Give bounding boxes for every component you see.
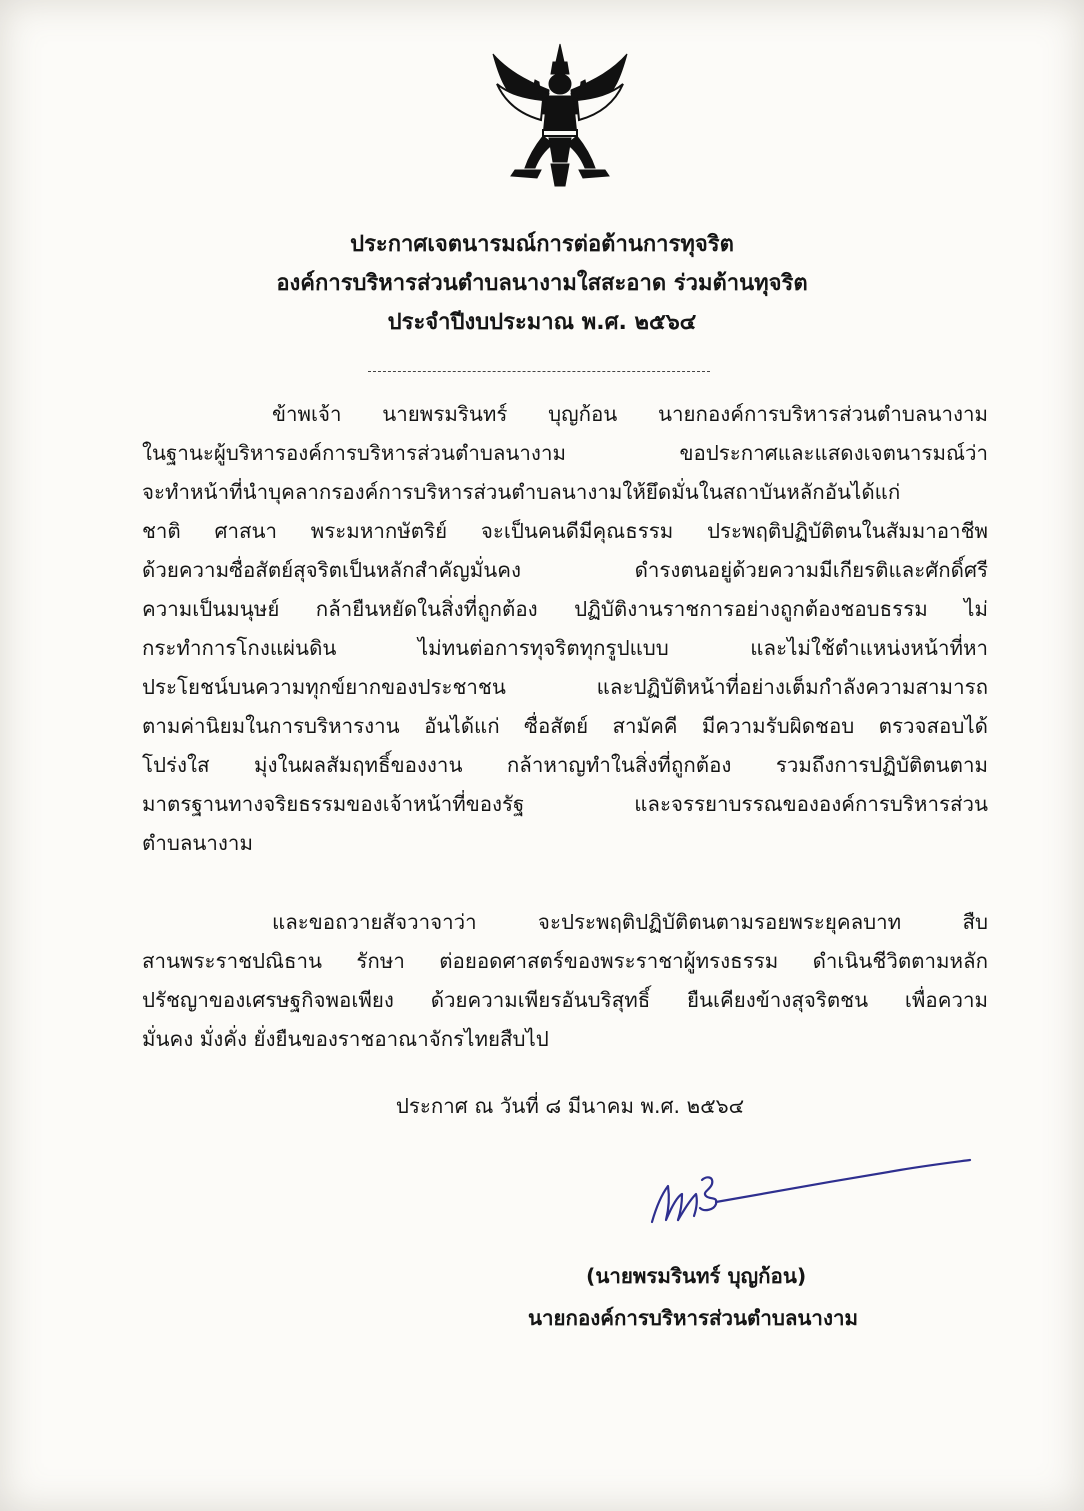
- title-line-2: องค์การบริหารส่วนตำบลนางามใสสะอาด ร่วมต้านทุจริต: [276, 271, 808, 296]
- paragraph-line: ปรัชญาของเศรษฐกิจพอเพียง ด้วยความเพียรอันบริสุทธิ์ ยืนเคียงข้างสุจริตชน เพื่อความ: [142, 988, 988, 1012]
- paragraph-line: ตามค่านิยมในการบริหารงาน อันได้แก่ ซื่อสัตย์ สามัคคี มีความรับผิดชอบ ตรวจสอบได้: [142, 714, 988, 738]
- handwritten-signature-icon: [640, 1150, 980, 1240]
- paragraph-line: สานพระราชปณิธาน รักษา ต่อยอดศาสตร์ของพระราชาผู้ทรงธรรม ดำเนินชีวิตตามหลัก: [142, 949, 988, 973]
- paragraph-line: มั่นคง มั่งคั่ง ยั่งยืนของราชอาณาจักรไทยสืบไป: [142, 1027, 549, 1051]
- paragraph-line: ความเป็นมนุษย์ กล้ายืนหยัดในสิ่งที่ถูกต้อง ปฏิบัติงานราชการอย่างถูกต้องชอบธรรม ไม่: [142, 597, 988, 621]
- paragraph-line: มาตรฐานทางจริยธรรมของเจ้าหน้าที่ของรัฐ และจรรยาบรรณขององค์การบริหารส่วน: [142, 792, 988, 816]
- paragraph-line: กระทำการโกงแผ่นดิน ไม่ทนต่อการทุจริตทุกรูปแบบ และไม่ใช้ตำแหน่งหน้าที่หา: [142, 636, 988, 660]
- dashed-divider: [368, 371, 710, 372]
- paragraph-line: โปร่งใส มุ่งในผลสัมฤทธิ์ของงาน กล้าหาญทำในสิ่งที่ถูกต้อง รวมถึงการปฏิบัติตนตาม: [142, 753, 988, 777]
- paragraph-line: ประโยชน์บนความทุกข์ยากของประชาชน และปฏิบัติหน้าที่อย่างเต็มกำลังความสามารถ: [142, 675, 988, 699]
- signatory-name: (นายพรมรินทร์ บุญก้อน): [586, 1264, 807, 1288]
- paragraph-line: ข้าพเจ้า นายพรมรินทร์ บุญก้อน นายกองค์การบริหารส่วนตำบลนางาม: [272, 402, 988, 426]
- paragraph-line: ด้วยความซื่อสัตย์สุจริตเป็นหลักสำคัญมั่นคง ดำรงตนอยู่ด้วยความมีเกียรติและศักดิ์ศรี: [142, 558, 988, 582]
- title-line-3: ประจำปีงบประมาณ พ.ศ. ๒๕๖๔: [387, 310, 697, 335]
- announcement-date: ประกาศ ณ วันที่ ๘ มีนาคม พ.ศ. ๒๕๖๔: [395, 1094, 745, 1118]
- paragraph-line: ตำบลนางาม: [142, 831, 253, 855]
- signatory-position: นายกองค์การบริหารส่วนตำบลนางาม: [528, 1306, 858, 1330]
- paragraph-line: ในฐานะผู้บริหารองค์การบริหารส่วนตำบลนางาม ขอประกาศและแสดงเจตนารมณ์ว่า: [142, 441, 988, 465]
- garuda-emblem-icon: [485, 40, 635, 190]
- title-line-1: ประกาศเจตนารมณ์การต่อต้านการทุจริต: [350, 232, 734, 257]
- paragraph-line: จะทำหน้าที่นำบุคลากรองค์การบริหารส่วนตำบลนางามให้ยึดมั่นในสถาบันหลักอันได้แก่: [142, 480, 901, 504]
- paragraph-line: ชาติ ศาสนา พระมหากษัตริย์ จะเป็นคนดีมีคุณธรรม ประพฤติปฏิบัติตนในสัมมาอาชีพ: [142, 519, 988, 543]
- paragraph-line: และขอถวายสัจวาจาว่า จะประพฤติปฏิบัติตนตามรอยพระยุคลบาท สืบ: [272, 910, 988, 934]
